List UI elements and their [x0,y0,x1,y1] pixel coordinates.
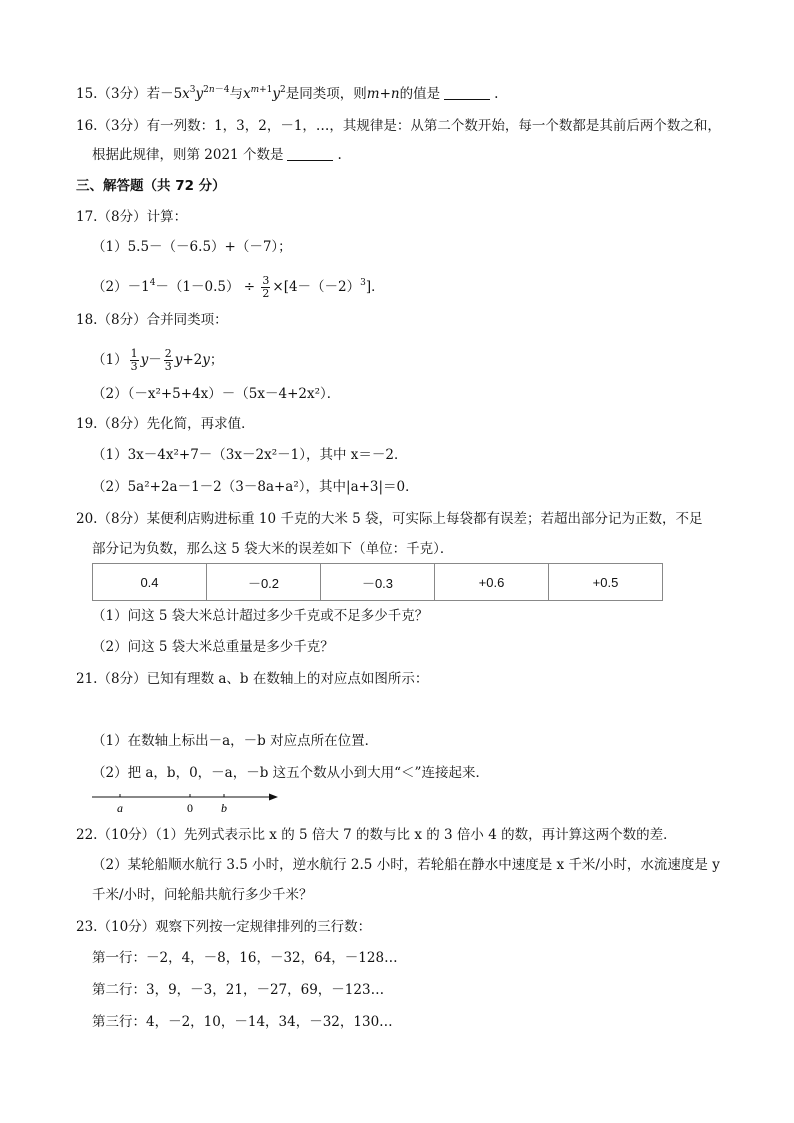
question-20: 20.（8分）某便利店购进标重 10 千克的大米 5 袋，可实际上每袋都有误差；若超出部分记为正数，不足 [76,511,703,527]
question-18: 18.（8分）合并同类项： [76,312,228,328]
fraction: $\frac{3}{2}$ [262,274,270,300]
table-cell: －0.2 [207,564,321,601]
question-15: 15.（3分）若$-5x^3y^{2n-4}$与$x^{m+1}y^2$是同类项，则m+n的值是 . [76,85,499,102]
error-table [92,563,663,601]
question-17-part2: $(2)-1^4-(1-0.5)$ ÷ $\frac{3}{2}$ $\times[4-(-2)^3]$． [92,274,385,300]
label-a: a [117,801,123,815]
table-row [93,564,663,601]
question-21-part2: （2）把 a，b，0，－a，－b 这五个数从小到大用“＜”连接起来． [92,765,489,781]
question-20-part2: （2）问这 5 袋大米总重量是多少千克？ [92,639,334,655]
table-cell: －0.3 [321,564,435,601]
question-23-row3: 第三行：4，－2，10，－14，34，－32，130… [92,1014,393,1030]
label-0: 0 [187,801,193,815]
question-17: 17.（8分）计算： [76,209,188,225]
question-19-part1: （1）3x－4x²+7－（3x－2x²－1），其中 x＝－2． [92,447,408,463]
answer-blank [444,87,490,100]
axis-arrow [269,794,278,801]
question-23-row2: 第二行：3，9，－3，21，－27，69，－123… [92,982,385,998]
label-b: b [221,801,227,815]
question-22: 22.（10分）（1）先列式表示比 x 的 5 倍大 7 的数与比 x 的 3 倍小 4 的数，再计算这两个数的差． [76,827,677,843]
question-21: 21.（8分）已知有理数 a、b 在数轴上的对应点如图所示： [76,671,429,687]
fraction: $\frac{2}{3}$ [164,347,172,373]
fraction: $\frac{1}{3}$ [130,347,138,373]
question-23: 23.（10分）观察下列按一定规律排列的三行数： [76,919,372,935]
question-20-part1: （1）问这 5 袋大米总计超过多少千克或不足多少千克？ [92,608,429,624]
table-cell: +0.6 [435,564,549,601]
question-19-part2: （2）5a²+2a－1－2（3－8a+a²），其中|a+3|＝0． [92,479,419,495]
question-16-line2: 根据此规律，则第 2021 个数是 . [92,147,342,163]
question-18-part2: （2）（－x²+5+4x）－（5x－4+2x²）． [92,386,341,402]
section-heading: 三、解答题（共 72 分） [76,178,226,194]
answer-blank [287,148,333,161]
question-16: 16.（3分）有一列数：1，3，2，－1，…，其规律是：从第二个数开始，每一个数都是其前后两个数之和， [76,118,721,134]
table-cell: 0.4 [93,564,207,601]
question-21-part1: （1）在数轴上标出－a，－b 对应点所在位置． [92,733,379,749]
question-20-line2: 部分记为负数，那么这 5 袋大米的误差如下（单位：千克）． [92,541,454,557]
number-line [92,790,292,820]
question-22-part2: （2）某轮船顺水航行 3.5 小时，逆水航行 2.5 小时，若轮船在静水中速度是 x 千米/小时，水流速度是 y [92,857,720,873]
question-18-part1: （1） $\frac{1}{3}$ y－ $\frac{2}{3}$ y+2y； [92,347,224,373]
question-17-part1: （1）5.5－（－6.5）+（－7）； [92,239,292,255]
question-23-row1: 第一行：－2，4，－8，16，－32，64，－128… [92,950,398,966]
question-22-part2-line2: 千米/小时，问轮船共航行多少千米？ [92,887,313,903]
question-19: 19.（8分）先化简，再求值． [76,416,255,432]
table-cell: +0.5 [549,564,663,601]
